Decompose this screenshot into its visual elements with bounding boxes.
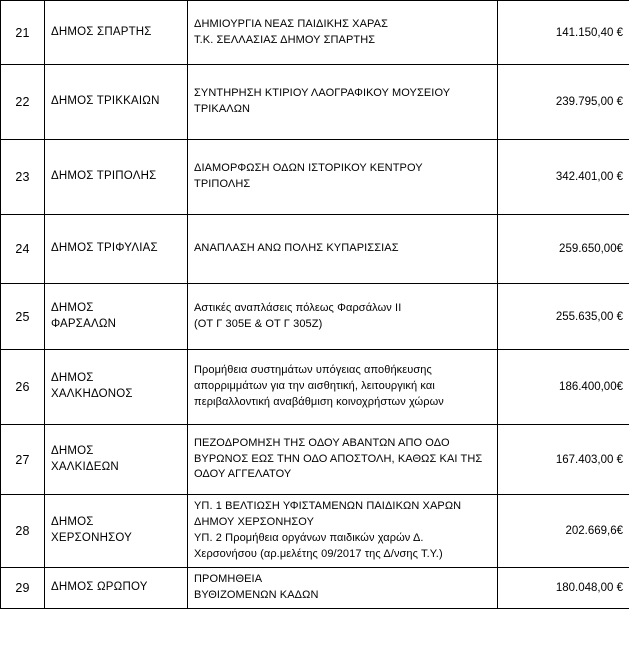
municipality-line: ΔΗΜΟΣ ΤΡΙΦΥΛΙΑΣ: [51, 242, 158, 255]
description-line: απορριμμάτων για την αισθητική, λειτουργική και: [194, 380, 435, 393]
table-row: [1, 350, 629, 425]
description-line: ΔΙΑΜΟΡΦΩΣΗ ΟΔΩΝ ΙΣΤΟΡΙΚΟΥ ΚΕΝΤΡΟΥ: [194, 162, 423, 175]
row-municipality: [45, 215, 188, 284]
table-row: [1, 215, 629, 284]
municipality-line: ΔΗΜΟΣ: [51, 444, 94, 457]
row-index: 25: [1, 284, 45, 350]
row-amount: 180.048,00 €: [498, 567, 629, 608]
description-line: Χερσονήσου (αρ.μελέτης 09/2017 της Δ/νσης Τ.Υ.): [194, 547, 443, 560]
municipality-line: ΧΑΛΚΙΔΕΩΝ: [51, 460, 119, 473]
row-description: [188, 495, 498, 568]
table-row: [1, 65, 629, 140]
row-municipality: [45, 567, 188, 608]
row-index: 22: [1, 65, 45, 140]
description-line: ΔΗΜΟΥ ΧΕΡΣΟΝΗΣΟΥ: [194, 515, 315, 528]
table-row: [1, 567, 629, 608]
description-line: (ΟΤ Γ 305Ε & ΟΤ Γ 305Ζ): [194, 317, 323, 330]
municipality-line: ΧΑΛΚΗΔΟΝΟΣ: [51, 388, 133, 400]
row-index: 28: [1, 495, 45, 568]
description-line: ΑΝΑΠΛΑΣΗ ΑΝΩ ΠΟΛΗΣ ΚΥΠΑΡΙΣΣΙΑΣ: [194, 242, 399, 255]
row-index: 29: [1, 567, 45, 608]
description-line: Αστικές αναπλάσεις πόλεως Φαρσάλων ΙΙ: [194, 301, 402, 314]
description-line: ΥΠ. 2 Προμήθεια οργάνων παιδικών χαρών Δ.: [194, 531, 424, 544]
row-index: 24: [1, 215, 45, 284]
row-municipality: [45, 495, 188, 568]
description-line: ΟΔΟΥ ΑΓΓΕΛΑΤΟΥ: [194, 468, 292, 481]
row-index: 26: [1, 350, 45, 425]
municipality-line: ΔΗΜΟΣ ΤΡΙΚΚΑΙΩΝ: [51, 95, 160, 108]
row-municipality: [45, 350, 188, 425]
description-line: ΣΥΝΤΗΡΗΣΗ ΚΤΙΡΙΟΥ ΛΑΟΓΡΑΦΙΚΟΥ ΜΟΥΣΕΙΟΥ: [194, 87, 451, 100]
row-description: [188, 65, 498, 140]
municipality-line: ΔΗΜΟΣ: [51, 301, 94, 314]
table-row: [1, 140, 629, 215]
row-municipality: [45, 284, 188, 350]
table-body: [1, 1, 629, 609]
description-line: Τ.Κ. ΣΕΛΛΑΣΙΑΣ ΔΗΜΟΥ ΣΠΑΡΤΗΣ: [194, 33, 376, 46]
row-index: 27: [1, 425, 45, 495]
description-line: ΒΥΘΙΖΟΜΕΝΩΝ ΚΑΔΩΝ: [194, 588, 319, 601]
municipality-line: ΔΗΜΟΣ ΤΡΙΠΟΛΗΣ: [51, 170, 157, 183]
row-description: [188, 140, 498, 215]
row-municipality: [45, 65, 188, 140]
municipality-line: ΔΗΜΟΣ ΣΠΑΡΤΗΣ: [51, 25, 152, 38]
row-description: [188, 567, 498, 608]
row-index: 23: [1, 140, 45, 215]
row-municipality: [45, 1, 188, 65]
row-amount: 259.650,00€: [498, 215, 629, 284]
description-line: περιβαλλοντική αναβάθμιση κοινοχρήστων χώρων: [194, 395, 444, 408]
row-index: 21: [1, 1, 45, 65]
table-row: [1, 1, 629, 65]
table-row: [1, 284, 629, 350]
row-amount: 141.150,40 €: [498, 1, 629, 65]
row-description: [188, 425, 498, 495]
row-description: [188, 284, 498, 350]
description-line: ΥΠ. 1 ΒΕΛΤΙΩΣΗ ΥΦΙΣΤΑΜΕΝΩΝ ΠΑΙΔΙΚΩΝ ΧΑΡΩΝ: [194, 500, 462, 512]
description-line: ΔΗΜΙΟΥΡΓΙΑ ΝΕΑΣ ΠΑΙΔΙΚΗΣ ΧΑΡΑΣ: [194, 17, 388, 30]
description-line: ΠΡΟΜΗΘΕΙΑ: [194, 572, 263, 585]
municipality-line: ΔΗΜΟΣ: [51, 372, 94, 385]
row-amount: 167.403,00 €: [498, 425, 629, 495]
row-municipality: [45, 425, 188, 495]
description-line: ΠΕΖΟΔΡΟΜΗΣΗ ΤΗΣ ΟΔΟΥ ΑΒΑΝΤΩΝ ΑΠΟ ΟΔΟ: [194, 436, 450, 449]
municipality-line: ΔΗΜΟΣ ΩΡΩΠΟΥ: [51, 580, 148, 593]
row-amount: 186.400,00€: [498, 350, 629, 425]
description-line: ΒΥΡΩΝΟΣ ΕΩΣ ΤΗΝ ΟΔΟ ΑΠΟΣΤΟΛΗ, ΚΑΘΩΣ ΚΑΙ ΤΗΣ: [194, 452, 483, 465]
description-line: ΤΡΙΠΟΛΗΣ: [194, 178, 251, 190]
row-description: [188, 1, 498, 65]
table-row: [1, 495, 629, 568]
row-municipality: [45, 140, 188, 215]
municipality-line: ΔΗΜΟΣ: [51, 516, 94, 529]
row-description: [188, 215, 498, 284]
table-row: [1, 425, 629, 495]
row-description: [188, 350, 498, 425]
description-line: Προμήθεια συστημάτων υπόγειας αποθήκευσης: [194, 364, 432, 377]
row-amount: 255.635,00 €: [498, 284, 629, 350]
row-amount: 202.669,6€: [498, 495, 629, 568]
description-line: ΤΡΙΚΑΛΩΝ: [194, 103, 251, 115]
municipality-line: ΦΑΡΣΑΛΩΝ: [51, 317, 117, 330]
municipality-line: ΧΕΡΣΟΝΗΣΟΥ: [51, 531, 133, 544]
row-amount: 342.401,00 €: [498, 140, 629, 215]
row-amount: 239.795,00 €: [498, 65, 629, 140]
